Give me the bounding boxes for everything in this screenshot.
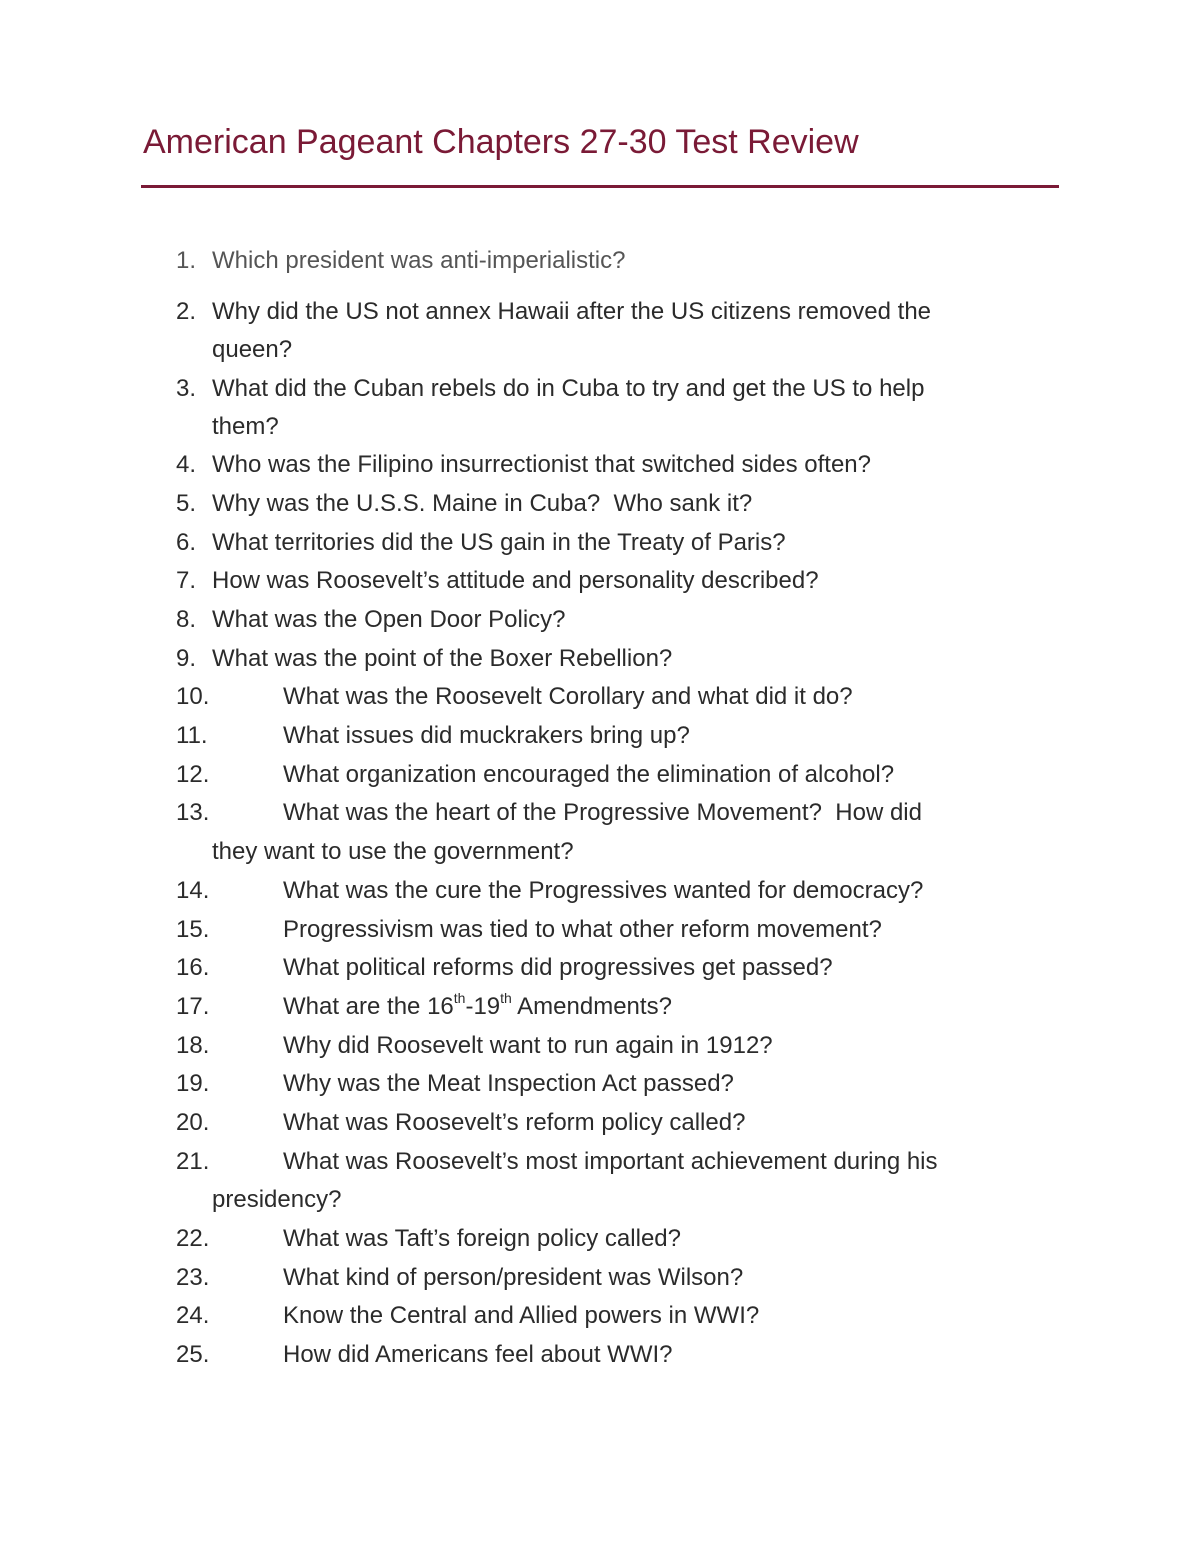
question-number: 20. [176, 1109, 210, 1136]
question-text-part: Amendments? [511, 993, 672, 1020]
question-text: What was Taft’s foreign policy called? [283, 1225, 681, 1252]
question-text: Which president was anti-imperialistic? [212, 247, 626, 274]
question-text: Why did the US not annex Hawaii after the US citizens removed the [212, 298, 932, 325]
question-text: What political reforms did progressives get passed? [283, 954, 833, 981]
question-number: 4. [176, 451, 197, 478]
question-number: 3. [176, 375, 197, 402]
ordinal-superscript: th [500, 990, 512, 1006]
question-number: 6. [176, 529, 197, 556]
question-text: What kind of person/president was Wilson? [283, 1264, 744, 1291]
question-text: What territories did the US gain in the Treaty of Paris? [212, 529, 786, 556]
question-number: 22. [176, 1225, 210, 1252]
question-text-part: -19 [465, 993, 501, 1020]
question-text: What was the Roosevelt Corollary and what did it do? [283, 683, 853, 710]
question-text: Progressivism was tied to what other reform movement? [283, 916, 882, 943]
question-text: Who was the Filipino insurrectionist that switched sides often? [212, 451, 871, 478]
question-text: What was the Open Door Policy? [212, 606, 566, 633]
question-text: What was Roosevelt’s reform policy called? [283, 1109, 746, 1136]
question-number: 18. [176, 1032, 210, 1059]
question-text-continued: presidency? [212, 1186, 342, 1213]
question-number: 25. [176, 1341, 210, 1368]
question-number: 23. [176, 1264, 210, 1291]
question-number: 19. [176, 1070, 210, 1097]
question-text-continued: queen? [212, 336, 293, 363]
question-text: What issues did muckrakers bring up? [283, 722, 690, 749]
question-number: 8. [176, 606, 197, 633]
question-number: 12. [176, 761, 210, 788]
question-number: 24. [176, 1302, 210, 1329]
question-number: 7. [176, 567, 197, 594]
question-number: 1. [176, 247, 197, 274]
question-text: What was the cure the Progressives wanted for democracy? [283, 877, 924, 904]
question-number: 13. [176, 799, 210, 826]
question-text-continued: they want to use the government? [212, 838, 574, 865]
question-text-continued: them? [212, 413, 279, 440]
question-number: 15. [176, 916, 210, 943]
ordinal-superscript: th [453, 990, 466, 1006]
page-title: American Pageant Chapters 27-30 Test Review [143, 123, 859, 161]
question-text: What was Roosevelt’s most important achievement during his [283, 1148, 938, 1175]
question-text: Why did Roosevelt want to run again in 1912? [283, 1032, 773, 1059]
question-number: 2. [176, 298, 197, 325]
question-text: What organization encouraged the elimination of alcohol? [283, 761, 895, 788]
question-text: What was the heart of the Progressive Movement? How did [283, 799, 922, 826]
question-text: Why was the U.S.S. Maine in Cuba? Who sank it? [212, 490, 753, 517]
title-underline-rule [141, 185, 1059, 188]
question-number: 16. [176, 954, 210, 981]
question-number: 5. [176, 490, 197, 517]
question-text: Know the Central and Allied powers in WWI? [283, 1302, 760, 1329]
question-number: 14. [176, 877, 210, 904]
question-text [283, 988, 672, 1027]
question-text: How did Americans feel about WWI? [283, 1341, 673, 1368]
question-number: 10. [176, 683, 210, 710]
question-text-part: What are the 16 [283, 993, 454, 1020]
question-text: How was Roosevelt’s attitude and personality described? [212, 567, 819, 594]
question-number: 11. [176, 722, 208, 749]
question-text: What was the point of the Boxer Rebellion? [212, 645, 673, 672]
question-number: 9. [176, 645, 197, 672]
question-text: What did the Cuban rebels do in Cuba to try and get the US to help [212, 375, 925, 402]
question-text: Why was the Meat Inspection Act passed? [283, 1070, 734, 1097]
question-number: 21. [176, 1148, 210, 1175]
question-number: 17. [176, 993, 210, 1020]
